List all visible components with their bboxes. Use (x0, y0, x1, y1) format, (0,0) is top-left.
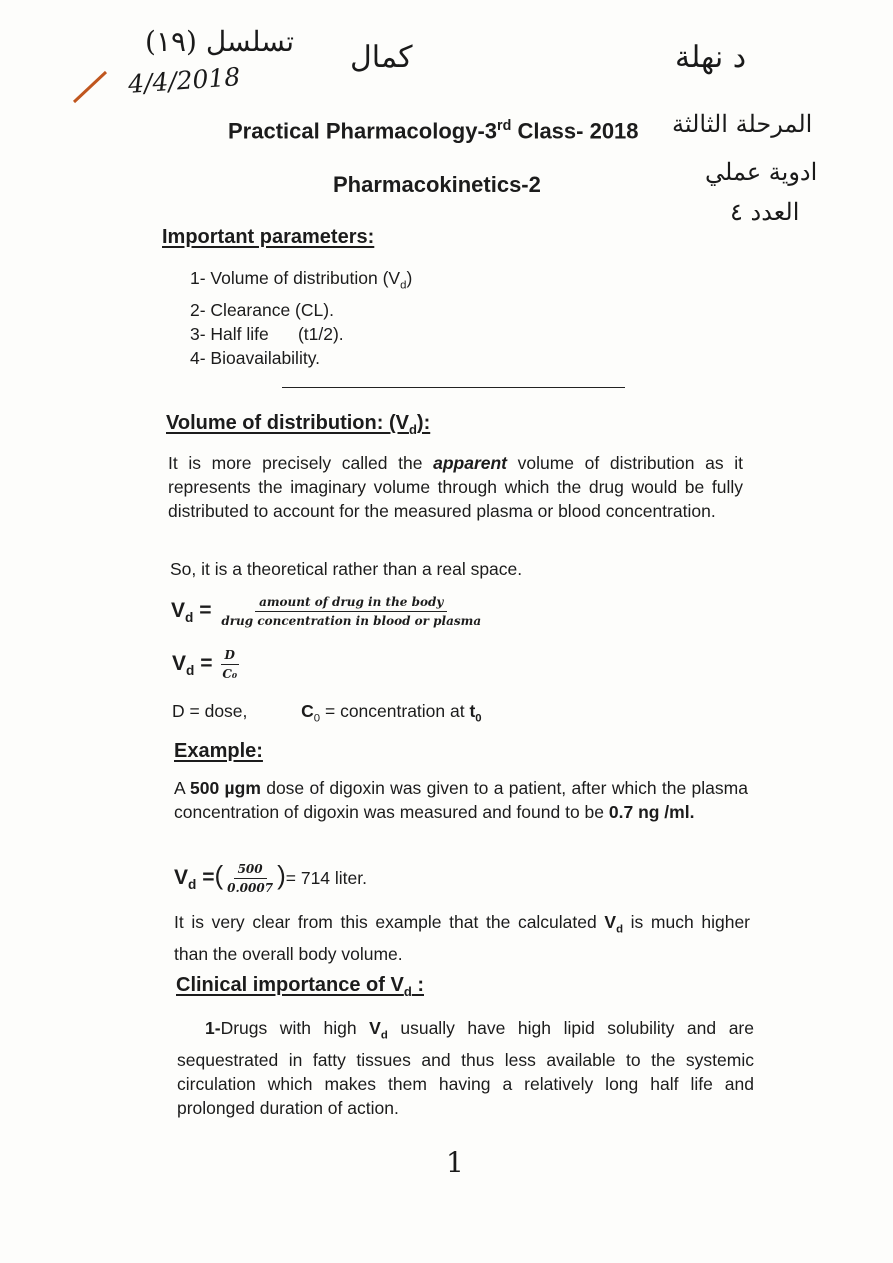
vd-formula-2: $V_d$ = $\frac{D}{\text{C₀}}$ (172, 648, 241, 681)
vd-paragraph-2: So, it is a theoretical rather than a real space. (170, 559, 523, 579)
handwritten-issue: العدد ٤ (730, 198, 800, 226)
list-item: 4- Bioavailability. (190, 347, 321, 368)
page-subtitle: Pharmacokinetics-2 (333, 172, 541, 197)
list-item: 3- Half life (t1/2). (190, 323, 344, 344)
parameters-list (190, 266, 412, 370)
example-conclusion: It is very clear from this example that the calculated $V_d$ is much higher than the overall body volume. (174, 912, 751, 964)
handwritten-date: 4/4/2018 (127, 62, 242, 99)
handwritten-subject: ادوية عملي (705, 158, 818, 186)
divider (282, 387, 625, 388)
check-mark-icon (70, 66, 110, 111)
fraction: $\frac{D}{\text{C₀}}$ (222, 648, 238, 681)
example-formula: $V_d$ =( $\frac{500}{0.0007}$ )= 714 liter. (174, 860, 367, 895)
fraction: $\frac{500}{0.0007}$ (227, 861, 274, 895)
clinical-heading: Clinical importance of $V_d$ : (176, 974, 424, 999)
fraction: $\frac{\text{amount of drug in the body}}{\text{drug concentration in blood or plasma}}$ (221, 595, 482, 628)
list-item: 2- Clearance (CL). (190, 299, 334, 320)
vd-formula-1: $V_d$ = $\frac{\text{amount of drug in the body}}{\text{drug concentration in blood or plasma}}$ (171, 595, 485, 628)
important-parameters-heading: Important parameters: (162, 226, 375, 248)
page-number: 1 (446, 1146, 464, 1179)
vd-definitions: D = dose, $C_0$ = concentration at $t_0$ (172, 701, 482, 725)
example-heading: Example: (174, 740, 263, 762)
handwritten-name: كمال (350, 40, 413, 75)
vd-paragraph-1: It is more precisely called the apparent volume of distribution as it represents the imaginary volume through which the drug would be fully distributed to account for the measured plasma or blood concentration. (168, 453, 743, 521)
page-title (228, 118, 639, 144)
handwritten-stage: المرحلة الثالثة (672, 110, 813, 138)
title-text: Practical Pharmacology-3 (228, 118, 498, 144)
vd-heading: Volume of distribution: $(V_d)$: (166, 412, 431, 437)
handwritten-serial: تسلسل (١٩) (145, 25, 295, 58)
example-paragraph: A 500 µgm dose of digoxin was given to a patient, after which the plasma concentration of digoxin was measured and found to be 0.7 ng /ml. (174, 778, 748, 822)
title-year: Class- 2018 (511, 118, 639, 144)
title-superscript: rd (497, 118, 512, 134)
list-item: 1- Volume of distribution $(V_d)$ (190, 268, 413, 292)
clinical-paragraph-1: 1-Drugs with high $V_d$ usually have high lipid solubility and are sequestrated in fatty tissues and thus less available to the systemic circulation which makes them having a relatively long half life and prolonged duration of action. (177, 1018, 754, 1118)
handwritten-doctor-name: د نهلة (675, 40, 747, 75)
